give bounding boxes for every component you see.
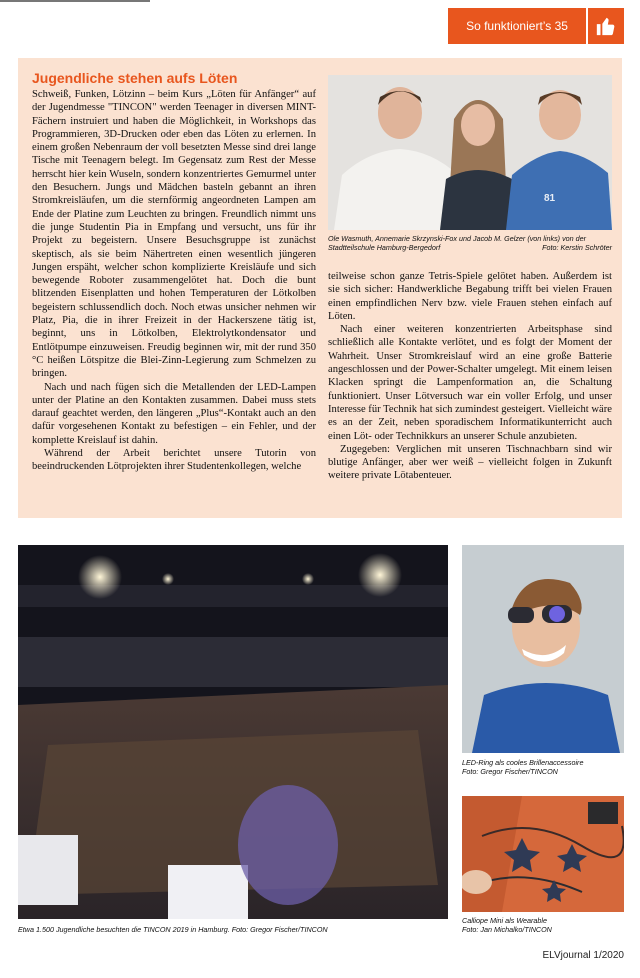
photo-credit: Foto: Gregor Fischer/TINCON: [462, 767, 558, 776]
article-column-left: [32, 88, 316, 474]
journal-footer: ELVjournal 1/2020: [542, 950, 624, 961]
team-photo-caption: [328, 234, 612, 252]
paragraph: Nach einer weiteren konzentrierten Arbeitsphase sind schließlich alle Kontakte verlötet, und es folgt der Moment der Wahrheit. Unser Stromkreislauf wird an eine große Batterie angeschlossen und der Power-Schalter umgelegt. Mit einem leisen Klacken springt die Lampenformation an, die Schaltung funktioniert. Unser Lötversuch war ein voller Erfolg, und unser Interesse für Technik hat sich zumindest gesteigert. Vielleicht wäre es an der Zeit, neben sporadischem Informatikunterricht auch einen Löt- oder Technikkurs an unserer Schule anzubieten.: [328, 324, 612, 442]
boy-photo-caption: [462, 758, 624, 776]
photo-credit: Foto: Jan Michalko/TINCON: [462, 925, 552, 934]
caption-line: Calliope Mini als Wearable: [462, 916, 547, 925]
article-title: Jugendliche stehen aufs Löten: [32, 70, 238, 86]
team-photo: [328, 75, 612, 230]
paragraph: Schweiß, Funken, Lötzinn – beim Kurs „Löten für Anfänger“ auf der Jugendmesse "TINCON" werden Teenager in diversen MINT-Fächern instruiert und haben die Möglichkeit, in Workshops das Programmieren, 3D-Drucken oder eben das Löten zu erlernen. In einem großen Nebenraum der voll besetzten Messe sind drei lange Tische mit Teenagern belegt. Im Gegensatz zum Rest der Messe herrscht hier kein Wuseln, sondern konzentriertes Gemurmel unter den Besuchern. Jungs und Mädchen basteln gebannt an ihren Stromkreisläufen, um die sternförmig angeordneten Lampen am Ende der Platine zum Leuchten zu bringen. Freundlich nimmt uns die junge Studentin Pia in Empfang und versucht, uns für ihr Projekt zu begeistern. Unsere Besuchsgruppe ist zunächst skeptisch, als sie beim Nähertreten einen wesentlich jüngeren Jungen erspäht, welcher schon komplizierte Kreisläufe und sich bewegende Roboter zusammengelötet hat. Doch die bunt blitzenden Eisenplatten und hohen Temperaturen der Lötkolben begeistern schlussendlich doch. Noch etwas unsicher nehmen wir Platz, Pia, die in ihrer Freizeit in der Hackerszene tätig ist, beginnt, uns in Lötkolben, Elektrolytkondensator und Entlötpumpe einzuweisen. Freudig beginnen wir, mit der rund 350 °C heißen Lötspitze die Blei-Zinn-Legierung zum Schmelzen zu bringen.: [32, 89, 316, 380]
thumbs-up-icon: [595, 15, 617, 37]
caption-line: LED-Ring als cooles Brillenaccessoire: [462, 758, 584, 767]
section-label: So funktioniert’s: [466, 19, 552, 33]
hall-photo-caption: Etwa 1.500 Jugendliche besuchten die TINCON 2019 in Hamburg. Foto: Gregor Fischer/TINCON: [18, 925, 328, 934]
paragraph: Nach und nach fügen sich die Metallenden der LED-Lampen unter der Platine an den Kontakten zusammen. Dabei muss stets darauf geachtet werden, den längeren „Plus“-Kontakt auch an den dafür vorgesehenen Kontakt zu befestigen – ein Fehler, und der komplette Kreislauf ist dahin.: [32, 381, 316, 446]
calliope-photo-caption: [462, 916, 624, 934]
paragraph: teilweise schon ganze Tetris-Spiele gelötet haben. Außerdem ist sie sich sicher: Handwerkliche Begabung trifft bei vielen Frauen einen empfindlichen Nerv bzw. viele Frauen stehen einfach auf Löten.: [328, 271, 612, 322]
svg-text:81: 81: [544, 193, 556, 204]
hall-photo: [18, 545, 448, 919]
thumbs-up-badge: [588, 8, 624, 44]
article-column-right: [328, 270, 612, 483]
page-number: 35: [554, 19, 568, 33]
photo-credit: Foto: Kerstin Schröter: [542, 243, 612, 252]
paragraph: Während der Arbeit berichtet unsere Tutorin von beeindruckenden Lötprojekten ihrer Studentenkollegen, welche: [32, 448, 316, 473]
top-rule: [0, 0, 150, 2]
section-tab: [448, 8, 586, 44]
calliope-photo: [462, 796, 624, 912]
paragraph: Zugegeben: Verglichen mit unseren Tischnachbarn sind wir blutige Anfänger, aber wer weiß – vielleicht folgen in Zukunft weitere private Lötabenteuer.: [328, 443, 612, 482]
caption-text: Ole Wasmuth, Annemarie Skrzynski-Fox und Jacob M. Gelzer (von links) von der Stadtteilschule Hamburg-Bergedorf: [328, 234, 587, 252]
boy-photo: [462, 545, 624, 753]
